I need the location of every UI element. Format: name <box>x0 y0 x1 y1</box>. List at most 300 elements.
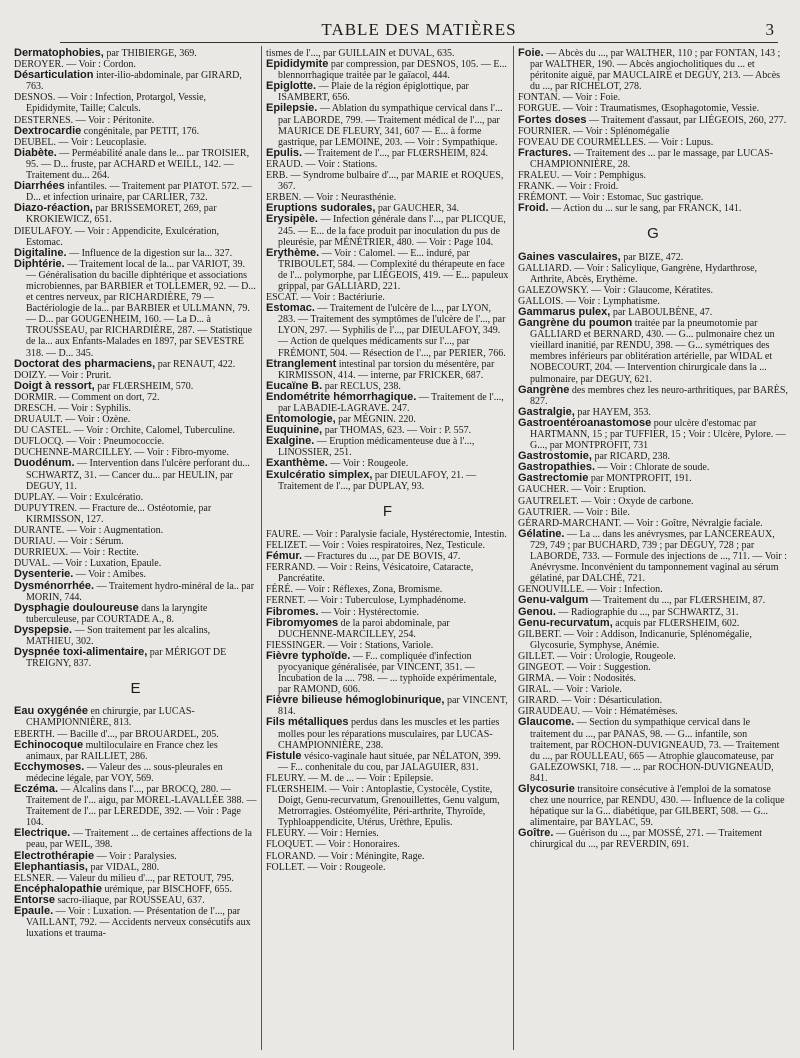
index-entry <box>518 828 788 850</box>
index-entry <box>518 684 788 695</box>
entry-text: — Perméabilité anale dans le... par TROISIER, 95. — D... fruste, par ACHARD et WEILL, 142. — Traitement du... 264. <box>26 147 250 182</box>
entry-headword: Dextrocardie <box>14 124 82 137</box>
entry-text: urémique, par BISCHOFF, 655. <box>102 883 233 895</box>
entry-text: — Voir : Hystérectomie. <box>318 606 420 618</box>
entry-text: traitée par la pneumotomie par GALLIARD et BERNARD, 430. — G... pulmonaire chez un vieillard inanitié, par RENDU, 398. — G... symétriques des membres inférieurs par oblitération artérielle, par WIDAL et NOBECOURT, 204. — Intervention chirurgicale dans la ... pulmonaire, par DEGUY, 621. <box>530 318 775 385</box>
entry-headword: Fractures. <box>518 146 572 159</box>
index-entry <box>518 385 788 407</box>
entry-text: DUVAL. — Voir : Luxation, Epaule. <box>14 558 162 570</box>
index-entry <box>14 492 257 503</box>
entry-text: — Traitement hydro-minéral de la.. par MORIN, 744. <box>26 580 255 603</box>
entry-text: DESTERNES. — Voir : Péritonite. <box>14 114 155 126</box>
entry-headword: Electrique. <box>14 827 71 840</box>
entry-text: par RECLUS, 238. <box>322 380 401 392</box>
entry-headword: Digitaline. <box>14 246 67 259</box>
column-divider <box>261 46 262 1050</box>
index-entry <box>14 503 257 525</box>
index-entry <box>14 436 257 447</box>
entry-text: par MÉRIGOT DE TREIGNY, 837. <box>26 647 227 670</box>
entry-headword: Genu-valgum <box>518 594 589 607</box>
entry-text: — Guérison du ..., par MOSSÉ, 271. — Traitement chirurgical du ..., par REVERDIN, 691. <box>530 828 763 851</box>
entry-headword: Fortes doses <box>518 113 587 126</box>
index-entry <box>14 126 257 137</box>
entry-headword: Gangrène <box>518 383 570 396</box>
entry-headword: Ecchymoses. <box>14 760 85 773</box>
entry-text: par VINCENT, 814. <box>278 695 508 718</box>
entry-text: ESCAT. — Voir : Bactériurie. <box>266 292 385 304</box>
index-entry <box>14 862 257 873</box>
index-entry <box>266 470 509 492</box>
index-entry <box>266 562 509 584</box>
section-letter: E <box>130 680 141 698</box>
page-header <box>60 20 778 43</box>
entry-text: infantiles. — Traitement par PIATOT. 572. — D... et infection urinaire, par CARLIER, 732. <box>26 181 252 204</box>
index-entry <box>14 706 257 728</box>
entry-text: — Eruption médicamenteuse due à l'..., LINOSSIER, 251. <box>278 436 475 459</box>
entry-headword: Estomac. <box>266 302 315 315</box>
entry-headword: Dysménorrhée. <box>14 579 95 592</box>
entry-headword: Gastralgie, <box>518 405 575 418</box>
index-entry <box>266 773 509 784</box>
entry-text: — F... compliquée d'infection pyocyanique généralisée, par VINCENT, 351. — Incubation de la .... 798. — ... typhoïde expérimentale, par RAMOND, 606. <box>278 650 497 696</box>
entry-text: GIRAL. — Voir : Variole. <box>518 684 622 696</box>
entry-text: — Valeur des ... sous-pleurales en médecine légale, par VOY, 569. <box>26 761 223 784</box>
entry-text: EBERTH. — Bacille d'..., par BROUARDEL, 205. <box>14 728 219 740</box>
index-entry <box>14 148 257 181</box>
entry-headword: Dermatophobies, <box>14 48 104 59</box>
entry-text: ERBEN. — Voir : Neurasthénie. <box>266 192 397 204</box>
index-entry <box>14 403 257 414</box>
index-entry <box>14 181 257 203</box>
entry-headword: Gangrène du poumon <box>518 317 633 330</box>
entry-text: FLŒRSHEIM. — Voir : Antoplastie, Cystocèle, Cystite, Doigt, Genu-recurvatum, Grenouillettes, Genu valgum, Metrorragies. Ostéomyélite, Péri-arthrite, Thyroïde, Typhloappendicite, Utérus, Urèthre, Epulis. <box>266 784 500 829</box>
index-entry <box>518 695 788 706</box>
entry-text: — Fractures du ..., par DE BOVIS, 47. <box>302 551 461 563</box>
entry-headword: Elephantiasis, <box>14 860 88 873</box>
index-entry <box>266 214 509 247</box>
entry-text: en chirurgie, par LUCAS-CHAMPIONNIÈRE, 813. <box>26 706 195 729</box>
entry-text: FLORAND. — Voir : Méningite, Rage. <box>266 850 425 862</box>
entry-text: — Voir : Chlorate de soude. <box>595 462 710 474</box>
entry-text: GALEZOWSKY. — Voir : Glaucome, Kératites. <box>518 284 713 296</box>
index-entry <box>266 839 509 850</box>
entry-headword: Diphtérie. <box>14 257 65 270</box>
entry-headword: Diarrhées <box>14 180 65 193</box>
entry-text: DU CASTEL. — Voir : Orchite, Calomel, Tuberculine. <box>14 425 236 437</box>
entry-text: GIRAUDEAU. — Voir : Hématémèses. <box>518 706 678 718</box>
index-entry <box>14 740 257 762</box>
entry-headword: Foie. <box>518 48 544 59</box>
entry-headword: Erysipèle. <box>266 213 318 226</box>
entry-headword: Erythème. <box>266 246 320 259</box>
entry-text: par FLŒRSHEIM, 570. <box>94 380 194 392</box>
entry-text: par RICARD, 238. <box>591 451 671 463</box>
entry-text: par BRISSEMORET, 269, par KROKIEWICZ, 651. <box>26 203 217 226</box>
index-entry <box>14 906 257 939</box>
index-entry <box>14 92 257 114</box>
entry-text: — Radiographie du ..., par SCHWARTZ, 31. <box>555 606 739 618</box>
index-entry <box>266 59 509 81</box>
entry-headword: Dyspepsie. <box>14 623 73 636</box>
index-entry <box>518 473 788 484</box>
entry-text: inter-ilio-abdominale, par GIRARD, 763. <box>26 70 242 93</box>
entry-text: GILLET. — Voir : Urologie, Rougeole. <box>518 650 676 662</box>
index-entry <box>14 381 257 392</box>
entry-text: intestinal par torsion du mésentère, par KIRMISSON, 414. — interne, par FRICKER, 687. <box>278 358 495 381</box>
page-title: TABLE DES MATIÈRES <box>321 20 517 39</box>
entry-text: par VIDAL, 280. <box>87 861 160 873</box>
entry-text: GAUCHER. — Voir : Eruption. <box>518 484 646 496</box>
entry-text: — La ... dans les anévrysmes, par LANCEREAUX, 729, 749 ; par BUCHARD, 739 ; par DEGUY, 728 ; par LABORDE, 733. — Formule des injections de ..., 711. — Voir : Anévrysme. Inconvénient du tamponnement vaginal au sérum gélatiné, par DALCHÉ, 721. <box>530 528 788 585</box>
entry-text: GIRARD. — Voir : Désarticulation. <box>518 695 663 707</box>
index-entry <box>518 181 788 192</box>
index-entry <box>518 651 788 662</box>
entry-headword: Etranglement <box>266 357 337 370</box>
entry-headword: Electrothérapie <box>14 849 95 862</box>
index-entry <box>518 318 788 385</box>
entry-text: GAUTRIER. — Voir : Bile. <box>518 506 630 518</box>
index-entry <box>266 248 509 292</box>
entry-text: — Voir : Calomel. — E... induré, par TRIBOULET, 584. — Complexité du thérapeute en face de l'... polymorphe, par LIÉGEOIS, 419. — E... papuleux grippal, par GALLIARD, 221. <box>278 247 509 292</box>
entry-text: — Traitement de l'..., par FLŒRSHEIM, 824. <box>302 147 489 159</box>
entry-headword: Désarticulation <box>14 69 94 82</box>
entry-text: pour ulcère d'estomac par HARTMANN, 15 ; par TUFFIER, 15 ; Voir : Ulcère, Pylore. — G..., par MONTPROFIT, 731 <box>530 417 786 452</box>
index-entry <box>266 618 509 640</box>
entry-headword: Fils métalliques <box>266 716 349 729</box>
index-entry <box>518 203 788 214</box>
entry-text: dans la laryngite tuberculeuse, par COURTADE A., 8. <box>26 602 208 625</box>
index-entry <box>518 418 788 451</box>
index-entry <box>266 529 509 540</box>
entry-headword: Epididymite <box>266 58 329 71</box>
entry-text: par HAYEM, 353. <box>574 406 651 418</box>
entry-headword: Exalgine. <box>266 435 315 448</box>
index-entry <box>14 259 257 359</box>
entry-text: ERAUD. — Voir : Stations. <box>266 158 378 170</box>
entry-text: GAUTRELET. — Voir : Oxyde de carbone. <box>518 495 694 507</box>
index-entry <box>518 618 788 629</box>
entry-text: FERNET. — Voir : Tuberculose, Lymphadénome. <box>266 595 466 607</box>
entry-headword: Gélatine. <box>518 527 565 540</box>
entry-headword: Echinocoque <box>14 738 84 751</box>
index-entry <box>14 458 257 491</box>
entry-headword: Entomologie, <box>266 413 336 426</box>
index-entry <box>266 717 509 750</box>
index-entry <box>518 48 788 92</box>
entry-text: FLEURY. — M. de ... — Voir : Epilepsie. <box>266 772 434 784</box>
entry-headword: Endométrite hémorrhagique. <box>266 390 417 403</box>
entry-headword: Goître. <box>518 827 554 840</box>
entry-text: FAURE. — Voir : Paralysie faciale, Hystérectomie, Intestin. <box>266 528 507 540</box>
entry-text: FÉRÉ. — Voir : Réflexes, Zona, Bromisme. <box>266 584 443 596</box>
entry-text: FOURNIER. — Voir : Splénomégalie <box>518 125 670 137</box>
entry-headword: Entorse <box>14 893 55 906</box>
entry-text: FOVEAU DE COURMELLES. — Voir : Lupus. <box>518 136 714 148</box>
index-entry <box>14 784 257 828</box>
entry-text: FRALEU. — Voir : Pemphigus. <box>518 170 646 182</box>
index-entry <box>518 115 788 126</box>
entry-headword: Glycosurie <box>518 783 575 795</box>
index-entry <box>266 81 509 103</box>
index-entry <box>518 285 788 296</box>
entry-headword: Euquinine, <box>266 424 323 437</box>
index-entry <box>14 203 257 225</box>
entry-text: par RENAUT, 422. <box>155 358 236 370</box>
entry-text: GINGEOT. — Voir : Suggestion. <box>518 661 651 673</box>
index-entry <box>266 651 509 695</box>
index-entry <box>518 263 788 285</box>
entry-text: DURIAU. — Voir : Sérum. <box>14 536 124 548</box>
index-entry <box>14 70 257 92</box>
index-entry <box>518 126 788 137</box>
index-entry <box>266 359 509 381</box>
entry-text: FONTAN. — Voir : Foie. <box>518 92 621 104</box>
index-entry <box>518 92 788 103</box>
entry-text: DORMIR. — Comment on dort, 72. <box>14 391 160 403</box>
page-number: 3 <box>765 20 774 39</box>
index-entry <box>266 392 509 414</box>
index-entry <box>266 159 509 170</box>
entry-text: — Traitement ... de certaines affections de la peau, par WEIL, 398. <box>26 828 252 851</box>
index-entry <box>14 392 257 403</box>
entry-text: FORGUE. — Voir : Traumatismes, Œsophagotomie, Vessie. <box>518 103 760 115</box>
entry-text: DUPLAY. — Voir : Exulcératio. <box>14 491 144 503</box>
index-entry <box>518 484 788 495</box>
index-column-2 <box>266 48 509 1048</box>
entry-headword: Diabète. <box>14 146 57 159</box>
entry-headword: Duodénum. <box>14 457 75 470</box>
entry-text: vésico-vaginale haut située, par NÉLATON, 399. — F... conhenitale du cou, par JALAGUIER, 831. <box>278 750 501 773</box>
index-entry <box>14 647 257 669</box>
entry-text: FLEURY. — Voir : Hernies. <box>266 828 379 840</box>
index-entry <box>266 584 509 595</box>
index-entry <box>14 603 257 625</box>
entry-text: — Ablation du sympathique cervical dans l'... par LABORDE, 799. — Traitement médical de l'..., par MAURICE DE FLEURY, 341, 607 — E... à forme gastrique, par LEMOINE, 203. — Voir : Sympathique. <box>278 103 503 148</box>
entry-headword: Genu-recurvatum, <box>518 616 613 629</box>
index-entry <box>266 828 509 839</box>
entry-text: — Plaie de la région épiglottique, par ISAMBERT, 656. <box>278 81 469 104</box>
entry-text: congénitale, par PETIT, 176. <box>81 125 200 137</box>
entry-text: — Traitement des ... par le massage, par LUCAS-CHAMPIONNIÈRE, 28. <box>530 147 774 170</box>
index-entry <box>14 226 257 248</box>
entry-headword: Fémur. <box>266 550 303 563</box>
entry-text: ERB. — Syndrome bulbaire d'..., par MARIE et ROQUES, 367. <box>266 170 504 193</box>
index-entry <box>518 252 788 263</box>
index-entry <box>266 851 509 862</box>
entry-text: FELIZET. — Voir : Voies respiratoires, Nez, Testicule. <box>266 539 485 551</box>
entry-headword: Diazo-réaction, <box>14 202 93 215</box>
entry-text: — Voir : Rougeole. <box>327 458 409 470</box>
entry-headword: Gastropathies. <box>518 461 596 474</box>
entry-text: DESNOS. — Voir : Infection, Protargol, Vessie, Epididymite, Taille; Calculs. <box>14 92 207 115</box>
entry-headword: Eczéma. <box>14 783 59 795</box>
entry-text: DURANTE. — Voir : Augmentation. <box>14 525 164 537</box>
entry-headword: Fibromyomes <box>266 616 339 629</box>
index-entry <box>518 529 788 584</box>
entry-text: par GAUCHER, 34. <box>375 203 460 215</box>
entry-headword: Epulis. <box>266 146 303 159</box>
index-entry <box>266 695 509 717</box>
entry-text: FOLLET. — Voir : Rougeole. <box>266 861 386 873</box>
entry-headword: Gastroentéroanastomose <box>518 416 652 429</box>
entry-text: — Traitement de l'ulcère de l..., par LYON, 283. — Traitement des symptômes de l'ulcère de l'..., par LYON, 297. — Syphilis de l'..., par DIEULAFOY, 349. — Action de quelques médicaments sur l'..., par FRÉMONT, 504. — Résection de l'..., par PERIER, 766. <box>278 303 506 359</box>
entry-text: GÉRARD-MARCHANT. — Voir : Goître, Névralgie faciale. <box>518 517 763 529</box>
entry-headword: Doctorat des pharmaciens, <box>14 357 156 370</box>
entry-text: FERRAND. — Voir : Reins, Vésicatoire, Cataracte, Pancréatite. <box>266 562 474 585</box>
index-entry <box>266 784 509 828</box>
index-entry <box>518 717 788 784</box>
entry-text: — Voir : Paralysies. <box>94 850 177 862</box>
index-entry <box>518 595 788 606</box>
entry-text: par DIEULAFOY, 21. — Traitement de l'..., par DUPLAY, 93. <box>278 469 477 492</box>
entry-text: FRÉMONT. — Voir : Estomac, Suc gastrique. <box>518 192 704 204</box>
index-entry <box>518 662 788 673</box>
entry-text: perdus dans les muscles et les parties molles pour les réparations musculaires, par LUCAS-CHAMPIONNIÈRE, 238. <box>278 717 500 751</box>
index-entry <box>14 425 257 436</box>
entry-text: multiloculaire en France chez les animaux, par RAILLIET, 286. <box>26 739 218 762</box>
entry-headword: Dysphagie douloureuse <box>14 601 139 614</box>
entry-text: DIEULAFOY. — Voir : Appendicite, Exulcération, Estomac. <box>14 225 219 248</box>
index-entry <box>266 540 509 551</box>
index-entry <box>14 581 257 603</box>
index-entry <box>266 751 509 773</box>
entry-headword: Fièvre typhoïde. <box>266 649 351 662</box>
index-entry <box>14 762 257 784</box>
entry-headword: Genou. <box>518 605 556 618</box>
entry-headword: Dysenterie. <box>14 568 74 581</box>
entry-text: sacro-iliaque, par ROUSSEAU, 637. <box>54 894 205 906</box>
entry-text: GALLIARD. — Voir : Salicylique, Gangrène, Hydarthrose, Arthrite, Abcès, Erythème. <box>518 262 758 285</box>
index-entry <box>518 507 788 518</box>
entry-headword: Gaines vasculaires, <box>518 250 621 263</box>
entry-text: — Section du sympathique cervical dans le traitement du ..., par PANAS, 98. — G... infantile, son traitement, par ROCHON-DUVIGNEAUD, 73. — Traitement du ..., par ROULLEAU, 665 — Atrophie glaucomateuse, par GALEZOWSKI, 718. — ... par ROCHON-DUVIGNEAUD, 841. <box>530 717 780 784</box>
index-entry <box>14 48 257 59</box>
entry-text: — Infection générale dans l'..., par PLICQUE, 245. — E... de la face produit par inoculation du pus de pleurésie, par MÉNÉTRIER, 480. — Voir : Page 104. <box>278 214 506 248</box>
index-column-3 <box>518 48 788 1048</box>
entry-text: — Abcès du ..., par WALTHER, 110 ; par FONTAN, 143 ; par WALTHER, 190. — Abcès angiocholitiques du ... et péritonite aiguë, par MAUCLAIRE et DEGUY, 213. — Abcès du ..., par RICHELOT, 278. <box>530 48 781 93</box>
entry-text: transitoire consécutive à l'emploi de la somatose chez une nourrice, par RENDU, 430. — Influence de la colique hépatique sur la G... diabétique, par GILBERT, 508. — G... alimentaire, par BAYLAC, 59. <box>530 784 785 829</box>
entry-text: acquis par FLŒRSHEIM, 602. <box>612 617 740 629</box>
index-entry <box>266 862 509 873</box>
entry-text: de la paroi abdominale, par DUCHENNE-MARCILLEY, 254. <box>278 617 450 640</box>
entry-headword: Gastrostomie, <box>518 450 592 463</box>
entry-text: DUFLOCQ. — Voir : Pneumococcie. <box>14 436 165 448</box>
index-entry <box>518 192 788 203</box>
entry-headword: Glaucome. <box>518 716 575 729</box>
entry-text: FIESSINGER. — Voir : Stations, Variole. <box>266 639 434 651</box>
entry-text: DUPUYTREN. — Fracture de... Ostéotomie, par KIRMISSON, 127. <box>14 502 212 525</box>
entry-text: DUCHENNE-MARCILLEY. — Voir : Fibro-myome. <box>14 447 229 459</box>
entry-text: GIRMA. — Voir : Nodosités. <box>518 673 636 685</box>
index-entry <box>266 303 509 358</box>
entry-text: par compression, par DESNOS, 105. — E... blennorrhagique traitée par le gaïacol, 444. <box>278 59 507 82</box>
entry-text: — Traitement de l'..., par LABADIE-LAGRAVE. 247. <box>278 391 504 414</box>
index-entry <box>518 148 788 170</box>
index-entry <box>14 828 257 850</box>
entry-text: des membres chez les neuro-arthritiques, par BARÈS, 827. <box>530 384 788 407</box>
column-divider <box>513 46 514 1050</box>
entry-headword: Eau oxygénée <box>14 705 88 718</box>
entry-text: DRUAULT. — Voir : Ozène. <box>14 414 131 426</box>
entry-headword: Eucaïne B. <box>266 379 323 392</box>
entry-text: FLOQUET. — Voir : Honoraires. <box>266 839 400 851</box>
entry-text: — Traitement local de la... par VARIOT, 39. — Généralisation du bacille diphtérique et associations microbiennes, par BARBIER et TOLLEMER, 92. — D... et centres nerveux, par RICHARDIÈRE, 79 — Bactériologie de la... par BARBIER et ULLMANN, 79. — D... par GOUGENHEIM, 160. — La D... à TROUSSEAU, par RICHARDIÈRE, 287. — Statistique de la... aux Enfants-Malades en 1897, par SEVESTRE 318. — D... 345. <box>26 258 256 359</box>
entry-text: — Traitement d'assaut, par LIÉGEOIS, 260, 277. <box>586 114 787 126</box>
entry-headword: Doigt à ressort, <box>14 379 95 392</box>
index-entry <box>266 103 509 147</box>
index-entry <box>266 551 509 562</box>
entry-text: par BIZE, 472. <box>620 251 684 263</box>
entry-headword: Exanthème. <box>266 457 328 470</box>
entry-text: tismes de l'..., par GUILLAIN et DUVAL, 635. <box>266 48 455 59</box>
entry-headword: Epilepsie. <box>266 102 318 115</box>
entry-text: — Action du ... sur le sang, par FRANCK, 141. <box>548 203 742 215</box>
entry-text: — Alcalins dans l'..., par BROCQ, 280. — Traitement de l'... aigu, par MOREL-LAVALLÉE 388. — Traitement de l'... par LEREDDE, 392. — Voir : Page 104. <box>26 784 257 829</box>
entry-headword: Dyspnée toxi-alimentaire, <box>14 646 148 659</box>
entry-text: GALLOIS. — Voir : Lymphatisme. <box>518 295 660 307</box>
index-entry <box>266 148 509 159</box>
entry-text: DRESCH. — Voir : Syphilis. <box>14 403 131 414</box>
entry-text: DEUBEL. — Voir : Leucoplasie. <box>14 136 147 148</box>
entry-text: GENOUVILLE. — Voir : Infection. <box>518 584 663 596</box>
entry-headword: Fièvre bilieuse hémoglobinurique, <box>266 694 445 707</box>
index-entry <box>14 525 257 536</box>
entry-text: DURRIEUX. — Voir : Rectite. <box>14 547 139 559</box>
index-entry <box>14 536 257 547</box>
entry-headword: Exulcératio simplex, <box>266 468 373 481</box>
index-entry <box>266 170 509 192</box>
index-entry <box>266 436 509 458</box>
entry-text: par THOMAS, 623. — Voir : P. 557. <box>322 425 472 437</box>
entry-headword: Epiglotte. <box>266 80 317 93</box>
index-entry <box>14 625 257 647</box>
entry-text: DOIZY. — Voir : Prurit. <box>14 369 112 381</box>
entry-text: par LABOULBÈNE, 47. <box>610 306 713 318</box>
entry-headword: Froid. <box>518 202 549 215</box>
index-entry <box>518 170 788 181</box>
entry-headword: Gastrectomie <box>518 472 589 485</box>
entry-text: GILBERT. — Voir : Addison, Indicanurie, Splénomégalie, Glycosurie, Symphyse, Anémie. <box>518 628 752 651</box>
index-entry <box>518 629 788 651</box>
entry-text: FRANK. — Voir : Froid. <box>518 181 619 193</box>
entry-headword: Fibromes. <box>266 605 319 618</box>
entry-text: — Voir : Luxation. — Présentation de l'..., par VAILLANT, 792. — Accidents nerveux consécutifs aux luxations et trauma- <box>26 906 251 940</box>
section-letter: G <box>647 225 659 243</box>
entry-text: — Intervention dans l'ulcère perforant du... SCHWARTZ, 31. — Cancer du... par HEULIN, par DEGUY, 11. <box>26 458 250 492</box>
entry-headword: Fistule <box>266 749 302 762</box>
entry-text: par THIBIERGE, 369. <box>103 48 197 59</box>
entry-headword: Gammarus pulex, <box>518 305 611 318</box>
entry-text: — Son traitement par les alcalins, MATHIEU, 302. <box>26 624 211 647</box>
index-column-1 <box>14 48 257 1048</box>
entry-text: par MÉGNIN. 220. <box>335 414 416 426</box>
entry-text: par MONTPROFIT, 191. <box>588 473 692 485</box>
index-entry <box>14 359 257 370</box>
entry-headword: Eruptions sudorales, <box>266 202 376 215</box>
entry-headword: Epaule. <box>14 905 54 918</box>
entry-text: — Voir : Amibes. <box>73 569 147 581</box>
entry-text: ELSNER. — Valeur du milieu d'..., par RETOUT, 795. <box>14 872 234 884</box>
index-entry <box>518 673 788 684</box>
section-letter: F <box>382 502 393 520</box>
entry-text: — Traitement du ..., par FLŒRSHEIM, 87. <box>588 595 766 607</box>
entry-text: — Influence de la digestion sur la... 327. <box>66 247 233 259</box>
index-entry <box>14 414 257 425</box>
index-entry <box>518 784 788 828</box>
entry-text: DEROYER. — Voir : Cordon. <box>14 59 136 71</box>
entry-headword: Encéphalopathie <box>14 882 103 895</box>
index-entry <box>518 496 788 507</box>
